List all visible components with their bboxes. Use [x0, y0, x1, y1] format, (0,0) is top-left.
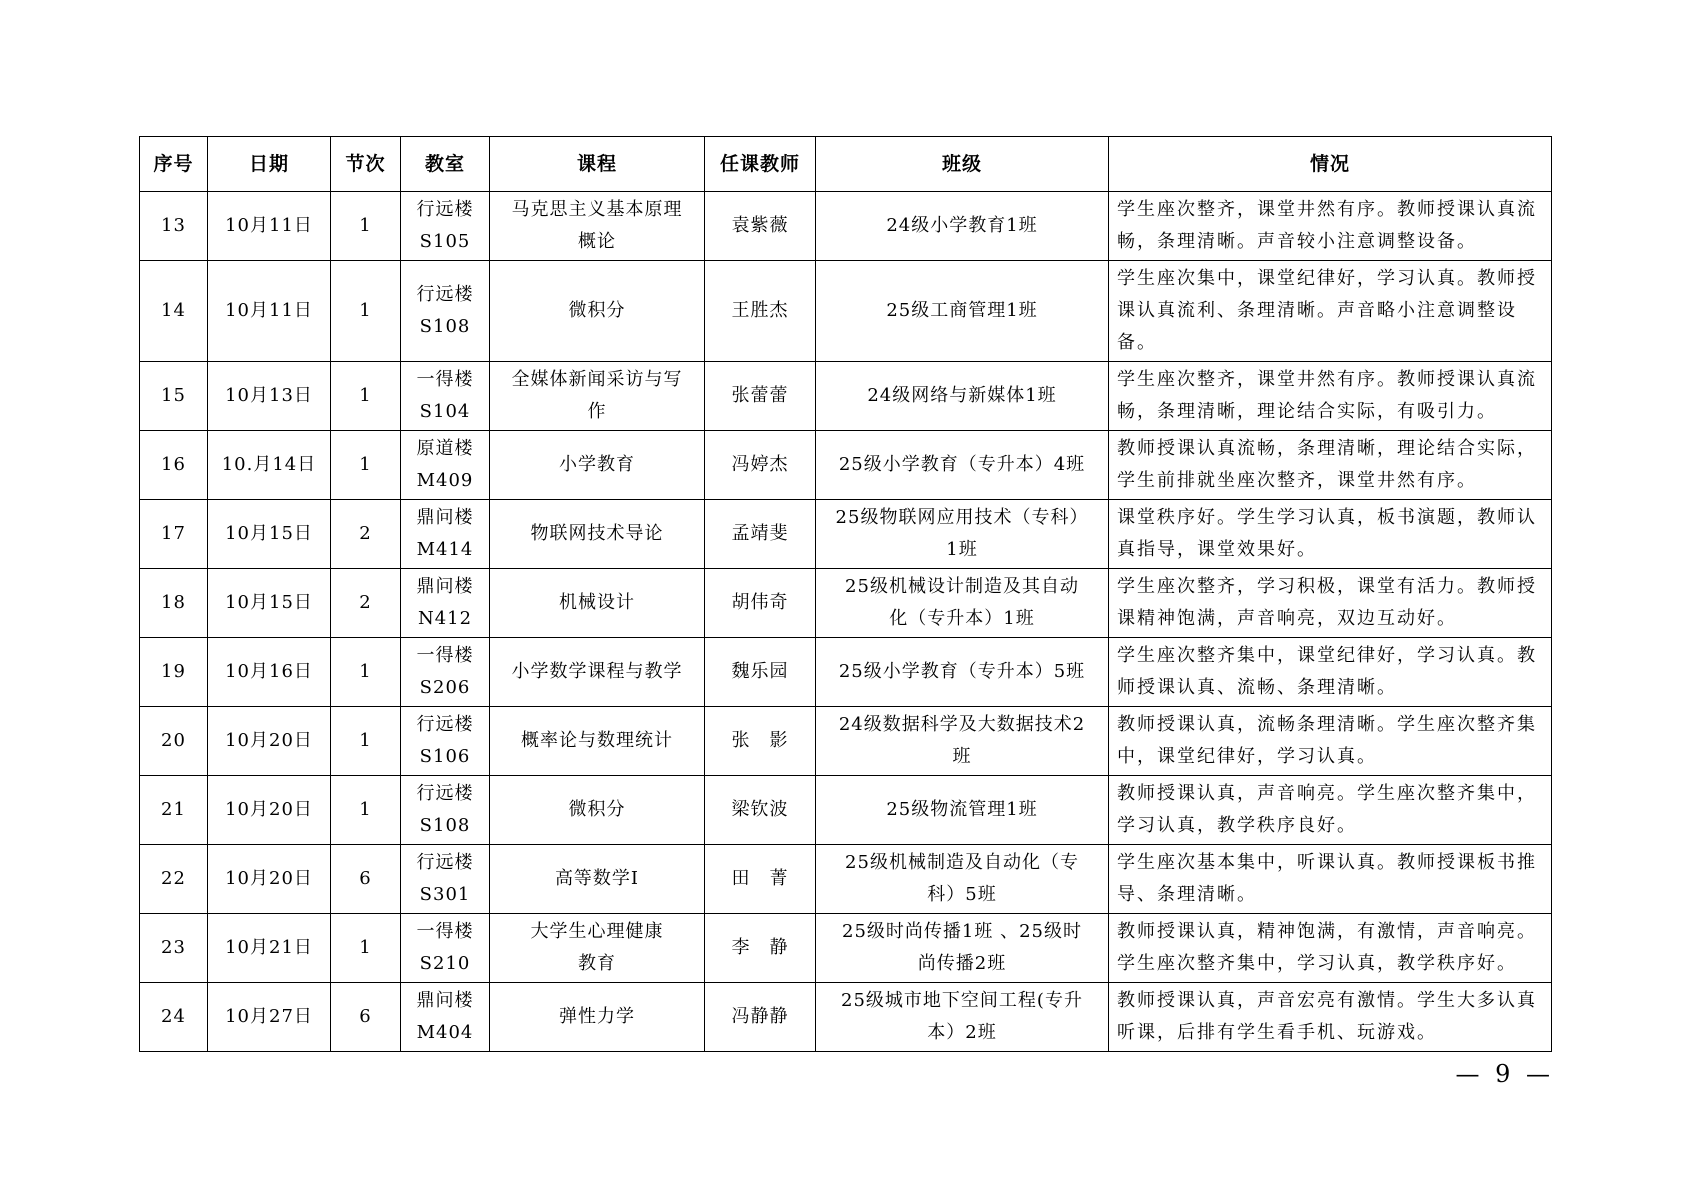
cell-classroom: 鼎问楼 N412: [401, 569, 490, 638]
cell-date: 10月16日: [208, 638, 331, 707]
cell-date: 10月27日: [208, 983, 331, 1052]
evaluation-table-container: [139, 136, 1551, 1052]
cell-period: 1: [331, 192, 401, 261]
table-row: [140, 776, 1552, 845]
cell-date: 10月15日: [208, 500, 331, 569]
cell-teacher: 梁钦波: [705, 776, 816, 845]
table-row: [140, 362, 1552, 431]
cell-situation: 学生座次整齐集中，课堂纪律好，学习认真。教师授课认真、流畅、条理清晰。: [1109, 638, 1552, 707]
cell-teacher: 孟靖斐: [705, 500, 816, 569]
table-row: [140, 500, 1552, 569]
cell-date: 10.月14日: [208, 431, 331, 500]
cell-index: 15: [140, 362, 208, 431]
cell-course: 微积分: [490, 261, 705, 362]
cell-situation: 学生座次整齐，课堂井然有序。教师授课认真流畅，条理清晰，理论结合实际，有吸引力。: [1109, 362, 1552, 431]
cell-classroom: 一得楼 S104: [401, 362, 490, 431]
cell-class: 25级机械设计制造及其自动 化（专升本）1班: [816, 569, 1109, 638]
cell-class: 25级工商管理1班: [816, 261, 1109, 362]
table-row: [140, 192, 1552, 261]
cell-classroom: 行远楼 S301: [401, 845, 490, 914]
cell-classroom: 鼎问楼 M404: [401, 983, 490, 1052]
cell-classroom: 一得楼 S206: [401, 638, 490, 707]
cell-date: 10月15日: [208, 569, 331, 638]
cell-situation: 教师授课认真，声音响亮。学生座次整齐集中，学习认真，教学秩序良好。: [1109, 776, 1552, 845]
cell-classroom: 行远楼 S108: [401, 776, 490, 845]
cell-teacher: 田 菁: [705, 845, 816, 914]
cell-class: 25级物联网应用技术（专科） 1班: [816, 500, 1109, 569]
cell-class: 25级小学教育（专升本）4班: [816, 431, 1109, 500]
page-number: — 9 —: [1455, 1060, 1554, 1088]
cell-date: 10月20日: [208, 845, 331, 914]
table-header-row: [140, 137, 1552, 192]
header-period: 节次: [331, 137, 401, 192]
cell-teacher: 冯婷杰: [705, 431, 816, 500]
cell-period: 1: [331, 707, 401, 776]
header-course: 课程: [490, 137, 705, 192]
cell-situation: 学生座次整齐，学习积极，课堂有活力。教师授课精神饱满，声音响亮，双边互动好。: [1109, 569, 1552, 638]
cell-course: 高等数学Ⅰ: [490, 845, 705, 914]
cell-situation: 教师授课认真，声音宏亮有激情。学生大多认真听课，后排有学生看手机、玩游戏。: [1109, 983, 1552, 1052]
cell-class: 25级城市地下空间工程(专升 本）2班: [816, 983, 1109, 1052]
table-row: [140, 914, 1552, 983]
cell-period: 1: [331, 776, 401, 845]
cell-course: 小学教育: [490, 431, 705, 500]
cell-course: 大学生心理健康 教育: [490, 914, 705, 983]
cell-index: 14: [140, 261, 208, 362]
cell-period: 1: [331, 261, 401, 362]
cell-index: 24: [140, 983, 208, 1052]
cell-situation: 教师授课认真，精神饱满，有激情，声音响亮。学生座次整齐集中，学习认真，教学秩序好。: [1109, 914, 1552, 983]
cell-course: 弹性力学: [490, 983, 705, 1052]
cell-date: 10月20日: [208, 707, 331, 776]
cell-class: 24级网络与新媒体1班: [816, 362, 1109, 431]
cell-situation: 教师授课认真流畅，条理清晰，理论结合实际，学生前排就坐座次整齐，课堂井然有序。: [1109, 431, 1552, 500]
table-row: [140, 983, 1552, 1052]
cell-classroom: 行远楼 S105: [401, 192, 490, 261]
cell-situation: 学生座次整齐，课堂井然有序。教师授课认真流畅，条理清晰。声音较小注意调整设备。: [1109, 192, 1552, 261]
table-row: [140, 638, 1552, 707]
cell-index: 22: [140, 845, 208, 914]
cell-teacher: 张 影: [705, 707, 816, 776]
cell-index: 13: [140, 192, 208, 261]
cell-classroom: 原道楼 M409: [401, 431, 490, 500]
table-row: [140, 569, 1552, 638]
cell-date: 10月20日: [208, 776, 331, 845]
cell-course: 机械设计: [490, 569, 705, 638]
cell-course: 物联网技术导论: [490, 500, 705, 569]
cell-period: 1: [331, 914, 401, 983]
table-body: [140, 192, 1552, 1052]
cell-period: 2: [331, 569, 401, 638]
cell-index: 17: [140, 500, 208, 569]
cell-date: 10月21日: [208, 914, 331, 983]
header-date: 日期: [208, 137, 331, 192]
cell-index: 18: [140, 569, 208, 638]
cell-teacher: 张蕾蕾: [705, 362, 816, 431]
table-row: [140, 845, 1552, 914]
cell-course: 全媒体新闻采访与写 作: [490, 362, 705, 431]
header-situation: 情况: [1109, 137, 1552, 192]
cell-class: 25级机械制造及自动化（专 科）5班: [816, 845, 1109, 914]
cell-class: 25级物流管理1班: [816, 776, 1109, 845]
cell-index: 23: [140, 914, 208, 983]
cell-date: 10月11日: [208, 192, 331, 261]
table-row: [140, 261, 1552, 362]
table-row: [140, 431, 1552, 500]
cell-teacher: 李 静: [705, 914, 816, 983]
cell-classroom: 行远楼 S108: [401, 261, 490, 362]
cell-date: 10月13日: [208, 362, 331, 431]
header-class: 班级: [816, 137, 1109, 192]
cell-period: 1: [331, 638, 401, 707]
cell-teacher: 王胜杰: [705, 261, 816, 362]
cell-course: 小学数学课程与教学: [490, 638, 705, 707]
cell-situation: 课堂秩序好。学生学习认真，板书演题，教师认真指导，课堂效果好。: [1109, 500, 1552, 569]
cell-period: 2: [331, 500, 401, 569]
table-row: [140, 707, 1552, 776]
cell-period: 6: [331, 983, 401, 1052]
cell-period: 1: [331, 431, 401, 500]
cell-teacher: 冯静静: [705, 983, 816, 1052]
cell-course: 概率论与数理统计: [490, 707, 705, 776]
class-observation-table: [139, 136, 1552, 1052]
cell-class: 24级小学教育1班: [816, 192, 1109, 261]
cell-class: 25级时尚传播1班 、25级时 尚传播2班: [816, 914, 1109, 983]
cell-classroom: 鼎问楼 M414: [401, 500, 490, 569]
cell-course: 马克思主义基本原理 概论: [490, 192, 705, 261]
cell-index: 16: [140, 431, 208, 500]
cell-period: 6: [331, 845, 401, 914]
cell-classroom: 一得楼 S210: [401, 914, 490, 983]
cell-index: 20: [140, 707, 208, 776]
cell-course: 微积分: [490, 776, 705, 845]
cell-class: 24级数据科学及大数据技术2 班: [816, 707, 1109, 776]
cell-teacher: 胡伟奇: [705, 569, 816, 638]
header-teacher: 任课教师: [705, 137, 816, 192]
header-classroom: 教室: [401, 137, 490, 192]
cell-index: 19: [140, 638, 208, 707]
cell-teacher: 魏乐园: [705, 638, 816, 707]
cell-period: 1: [331, 362, 401, 431]
cell-class: 25级小学教育（专升本）5班: [816, 638, 1109, 707]
cell-teacher: 袁紫薇: [705, 192, 816, 261]
cell-classroom: 行远楼 S106: [401, 707, 490, 776]
cell-situation: 学生座次集中，课堂纪律好，学习认真。教师授课认真流利、条理清晰。声音略小注意调整设备。: [1109, 261, 1552, 362]
cell-date: 10月11日: [208, 261, 331, 362]
cell-situation: 教师授课认真，流畅条理清晰。学生座次整齐集中，课堂纪律好，学习认真。: [1109, 707, 1552, 776]
cell-situation: 学生座次基本集中，听课认真。教师授课板书推导、条理清晰。: [1109, 845, 1552, 914]
cell-index: 21: [140, 776, 208, 845]
header-index: 序号: [140, 137, 208, 192]
